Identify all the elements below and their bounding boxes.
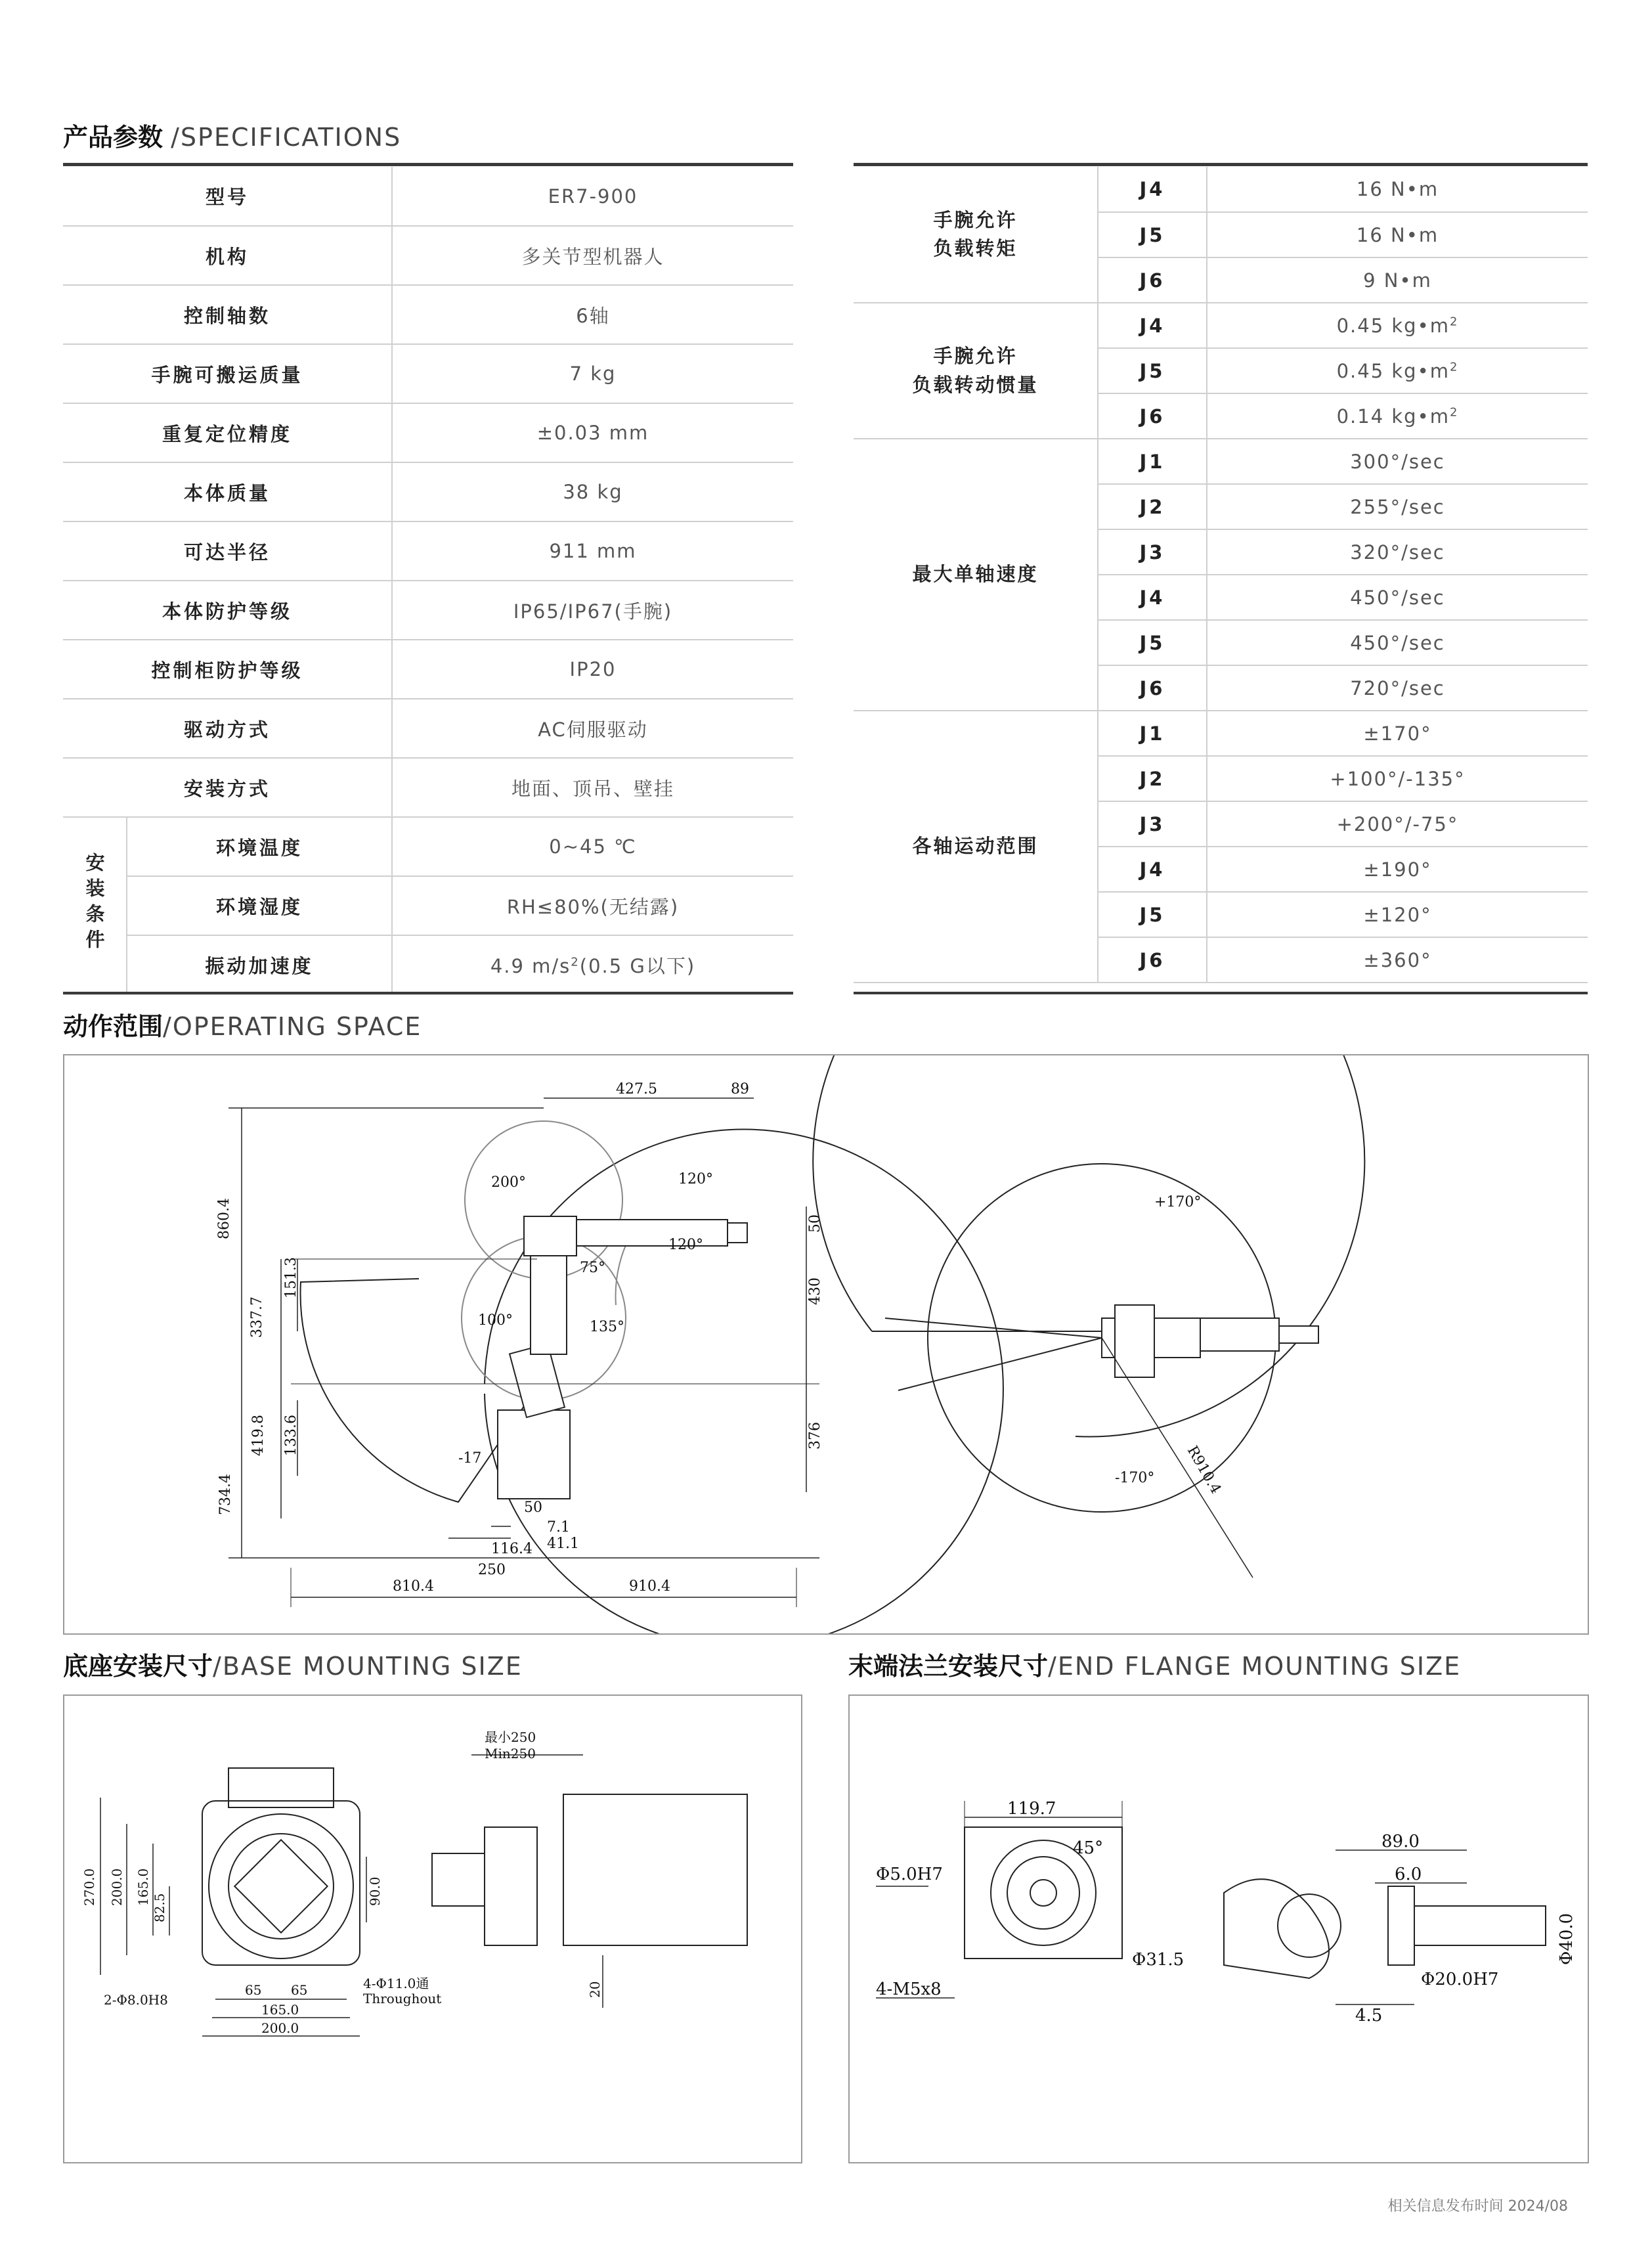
angle-200: 200° — [491, 1174, 526, 1191]
flange-title-en: /END FLANGE MOUNTING SIZE — [1048, 1652, 1462, 1681]
spec-value: 6轴 — [392, 285, 793, 344]
dim-89: 89.0 — [1381, 1832, 1420, 1851]
spec-value: 16 N•m — [1207, 167, 1588, 212]
flange-mounting-panel — [848, 1694, 1589, 2163]
joint-label: J3 — [1098, 801, 1207, 847]
spec-key: 振动加速度 — [127, 935, 392, 994]
spec-key: 本体质量 — [63, 462, 392, 521]
hole-2-phi8: 2-Φ8.0H8 — [104, 1992, 168, 2008]
joint-label: J1 — [1098, 711, 1207, 756]
min-250-en: Min250 — [485, 1746, 536, 1761]
spec-value: 300°/sec — [1207, 439, 1588, 484]
spec-value: ±120° — [1207, 892, 1588, 937]
dim-50-bottom: 50 — [524, 1499, 542, 1516]
spec-value: 720°/sec — [1207, 665, 1588, 711]
table-row — [854, 167, 1588, 212]
table-row — [63, 226, 793, 285]
angle-120b: 120° — [668, 1237, 703, 1253]
dim-89: 89 — [731, 1081, 749, 1097]
dim-119-7: 119.7 — [1007, 1799, 1056, 1819]
specs-title-en: /SPECIFICATIONS — [171, 123, 402, 152]
spec-value: 7 kg — [392, 344, 793, 403]
base-title — [63, 1646, 523, 1682]
spec-value: ±190° — [1207, 847, 1588, 892]
dim-910-4: 910.4 — [629, 1578, 670, 1595]
dim-41-1: 41.1 — [547, 1536, 579, 1552]
table-row — [63, 344, 793, 403]
spec-value: 地面、顶吊、壁挂 — [392, 758, 793, 817]
spec-value: 38 kg — [392, 462, 793, 521]
dim-50-right: 50 — [807, 1214, 823, 1233]
dim-20: 20 — [587, 1981, 603, 1998]
publish-date: 相关信息发布时间 2024/08 — [1387, 2198, 1568, 2215]
spec-key: 环境温度 — [127, 817, 392, 876]
spec-key: 型号 — [63, 167, 392, 226]
table-row — [63, 640, 793, 699]
spec-value: 320°/sec — [1207, 529, 1588, 575]
angle-45: 45° — [1073, 1838, 1104, 1858]
specs-bottom-rule-left — [63, 992, 793, 994]
dim-phi20: Φ20.0H7 — [1421, 1970, 1499, 1989]
spec-value: 255°/sec — [1207, 484, 1588, 529]
spec-value: ±0.03 mm — [392, 403, 793, 462]
spec-table-right — [854, 167, 1588, 983]
joint-label: J6 — [1098, 393, 1207, 439]
joint-label: J5 — [1098, 892, 1207, 937]
dim-82: 82.5 — [152, 1893, 167, 1922]
table-row — [63, 167, 793, 226]
spec-value: 0~45 ℃ — [392, 817, 793, 876]
dim-phi40: Φ40.0 — [1557, 1913, 1576, 1965]
dim-200-v: 200.0 — [109, 1868, 125, 1906]
spec-key: 机构 — [63, 226, 392, 285]
table-row — [854, 711, 1588, 756]
flange-title-zh: 末端法兰安装尺寸 — [848, 1652, 1049, 1681]
spec-value: 9 N•m — [1207, 257, 1588, 303]
joint-label: J5 — [1098, 348, 1207, 393]
table-row — [63, 876, 793, 935]
dim-337: 337.7 — [249, 1296, 265, 1338]
table-row — [63, 817, 793, 876]
specs-rule-left — [63, 163, 793, 166]
spec-key: 控制轴数 — [63, 285, 392, 344]
spec-value: 4.9 $m/s^2(0.5$ G以下) — [392, 935, 793, 994]
base-mounting-panel — [63, 1694, 802, 2163]
min-250-zh: 最小250 — [485, 1729, 536, 1745]
table-row — [63, 758, 793, 817]
angle-17: -17 — [458, 1450, 482, 1467]
spec-value: 16 N•m — [1207, 212, 1588, 257]
spec-value: ±360° — [1207, 937, 1588, 983]
spec-value: 911 mm — [392, 521, 793, 581]
spec-key: 本体防护等级 — [63, 581, 392, 640]
specs-title — [63, 117, 401, 153]
spec-value: AC伺服驱动 — [392, 699, 793, 758]
dim-116-4: 116.4 — [491, 1541, 533, 1557]
spec-value: ±170° — [1207, 711, 1588, 756]
spec-value: IP65/IP67(手腕) — [392, 581, 793, 640]
dim-65b: 65 — [291, 1982, 308, 1998]
dim-90: 90.0 — [367, 1876, 383, 1906]
operating-title-en: /OPERATING SPACE — [163, 1012, 422, 1041]
operating-space-panel — [63, 1054, 1589, 1635]
spec-key: 环境湿度 — [127, 876, 392, 935]
dim-phi31-5: Φ31.5 — [1132, 1950, 1185, 1970]
operating-title — [63, 1006, 422, 1042]
dim-165-h: 165.0 — [261, 2002, 299, 2018]
operating-space-drawing — [64, 1055, 1588, 1633]
angle-100: 100° — [478, 1312, 513, 1329]
joint-label: J4 — [1098, 847, 1207, 892]
angle-minus170: -170° — [1115, 1470, 1155, 1486]
dim-165-v: 165.0 — [135, 1868, 151, 1906]
joint-label: J4 — [1098, 575, 1207, 620]
joint-label: J5 — [1098, 620, 1207, 665]
hole-phi5: Φ5.0H7 — [876, 1865, 943, 1884]
spec-key: 控制柜防护等级 — [63, 640, 392, 699]
angle-plus170: +170° — [1154, 1194, 1202, 1210]
radius-910: R910.4 — [1183, 1443, 1225, 1497]
dim-65a: 65 — [245, 1982, 262, 1998]
flange-title — [848, 1646, 1461, 1682]
spec-value: 450°/sec — [1207, 620, 1588, 665]
joint-label: J6 — [1098, 937, 1207, 983]
dim-270: 270.0 — [81, 1868, 97, 1906]
dim-427: 427.5 — [616, 1081, 657, 1097]
table-row — [63, 699, 793, 758]
base-mounting-drawing — [64, 1696, 801, 2162]
flange-mounting-drawing — [850, 1696, 1588, 2162]
specs-title-zh: 产品参数 — [63, 123, 163, 152]
dim-133: 133.6 — [283, 1415, 299, 1456]
joint-label: J4 — [1098, 303, 1207, 348]
joint-label: J1 — [1098, 439, 1207, 484]
base-title-zh: 底座安装尺寸 — [63, 1652, 213, 1681]
thread-m5: 4-M5x8 — [876, 1980, 942, 1999]
dim-376: 376 — [807, 1422, 823, 1450]
base-title-en: /BASE MOUNTING SIZE — [213, 1652, 523, 1681]
spec-value: RH≤80%(无结露) — [392, 876, 793, 935]
table-row — [854, 439, 1588, 484]
dim-860: 860.4 — [216, 1198, 232, 1239]
joint-label: J2 — [1098, 756, 1207, 801]
spec-key: 重复定位精度 — [63, 403, 392, 462]
spec-value: 450°/sec — [1207, 575, 1588, 620]
install-group-label: 安装条件 — [63, 817, 127, 994]
table-row — [63, 935, 793, 994]
speed-group: 最大单轴速度 — [854, 439, 1098, 711]
angle-135: 135° — [590, 1319, 624, 1335]
spec-key: 驱动方式 — [63, 699, 392, 758]
table-row — [63, 462, 793, 521]
joint-label: J3 — [1098, 529, 1207, 575]
specs-bottom-rule-right — [854, 992, 1588, 994]
dim-151: 151.3 — [283, 1257, 299, 1298]
spec-value: 0.14 $kg•m^2$ — [1207, 393, 1588, 439]
spec-value: 0.45 $kg•m^2$ — [1207, 303, 1588, 348]
torque-group: 手腕允许 负载转矩 — [854, 167, 1098, 303]
dim-4-5: 4.5 — [1355, 2006, 1383, 2026]
dim-419: 419.8 — [250, 1415, 267, 1456]
spec-key: 安装方式 — [63, 758, 392, 817]
joint-label: J2 — [1098, 484, 1207, 529]
spec-value: 0.45 $kg•m^2$ — [1207, 348, 1588, 393]
table-row — [63, 581, 793, 640]
spec-value: +100°/-135° — [1207, 756, 1588, 801]
spec-value: ER7-900 — [392, 167, 793, 226]
spec-value: +200°/-75° — [1207, 801, 1588, 847]
spec-value: 多关节型机器人 — [392, 226, 793, 285]
joint-label: J6 — [1098, 257, 1207, 303]
dim-430: 430 — [807, 1277, 823, 1305]
spec-value: IP20 — [392, 640, 793, 699]
dim-7-1: 7.1 — [547, 1519, 570, 1536]
spec-key: 可达半径 — [63, 521, 392, 581]
operating-title-zh: 动作范围 — [63, 1012, 163, 1041]
angle-120a: 120° — [678, 1171, 713, 1187]
joint-label: J4 — [1098, 167, 1207, 212]
joint-label: J5 — [1098, 212, 1207, 257]
angle-75: 75° — [580, 1260, 605, 1276]
inertia-group: 手腕允许 负载转动惯量 — [854, 303, 1098, 439]
table-row — [63, 521, 793, 581]
table-row — [63, 285, 793, 344]
joint-label: J6 — [1098, 665, 1207, 711]
spec-table-left — [63, 167, 793, 995]
dim-250: 250 — [478, 1562, 506, 1578]
spec-key: 手腕可搬运质量 — [63, 344, 392, 403]
range-group: 各轴运动范围 — [854, 711, 1098, 983]
dim-734: 734.4 — [217, 1474, 234, 1515]
dim-810-4: 810.4 — [393, 1578, 434, 1595]
specs-rule-right — [854, 163, 1588, 166]
hole-4-phi11: 4-Φ11.0通 — [363, 1976, 429, 1991]
table-row — [63, 403, 793, 462]
dim-200-h: 200.0 — [261, 2020, 299, 2036]
hole-throughout: Throughout — [363, 1991, 442, 2006]
table-row — [854, 303, 1588, 348]
dim-6: 6.0 — [1395, 1865, 1422, 1884]
